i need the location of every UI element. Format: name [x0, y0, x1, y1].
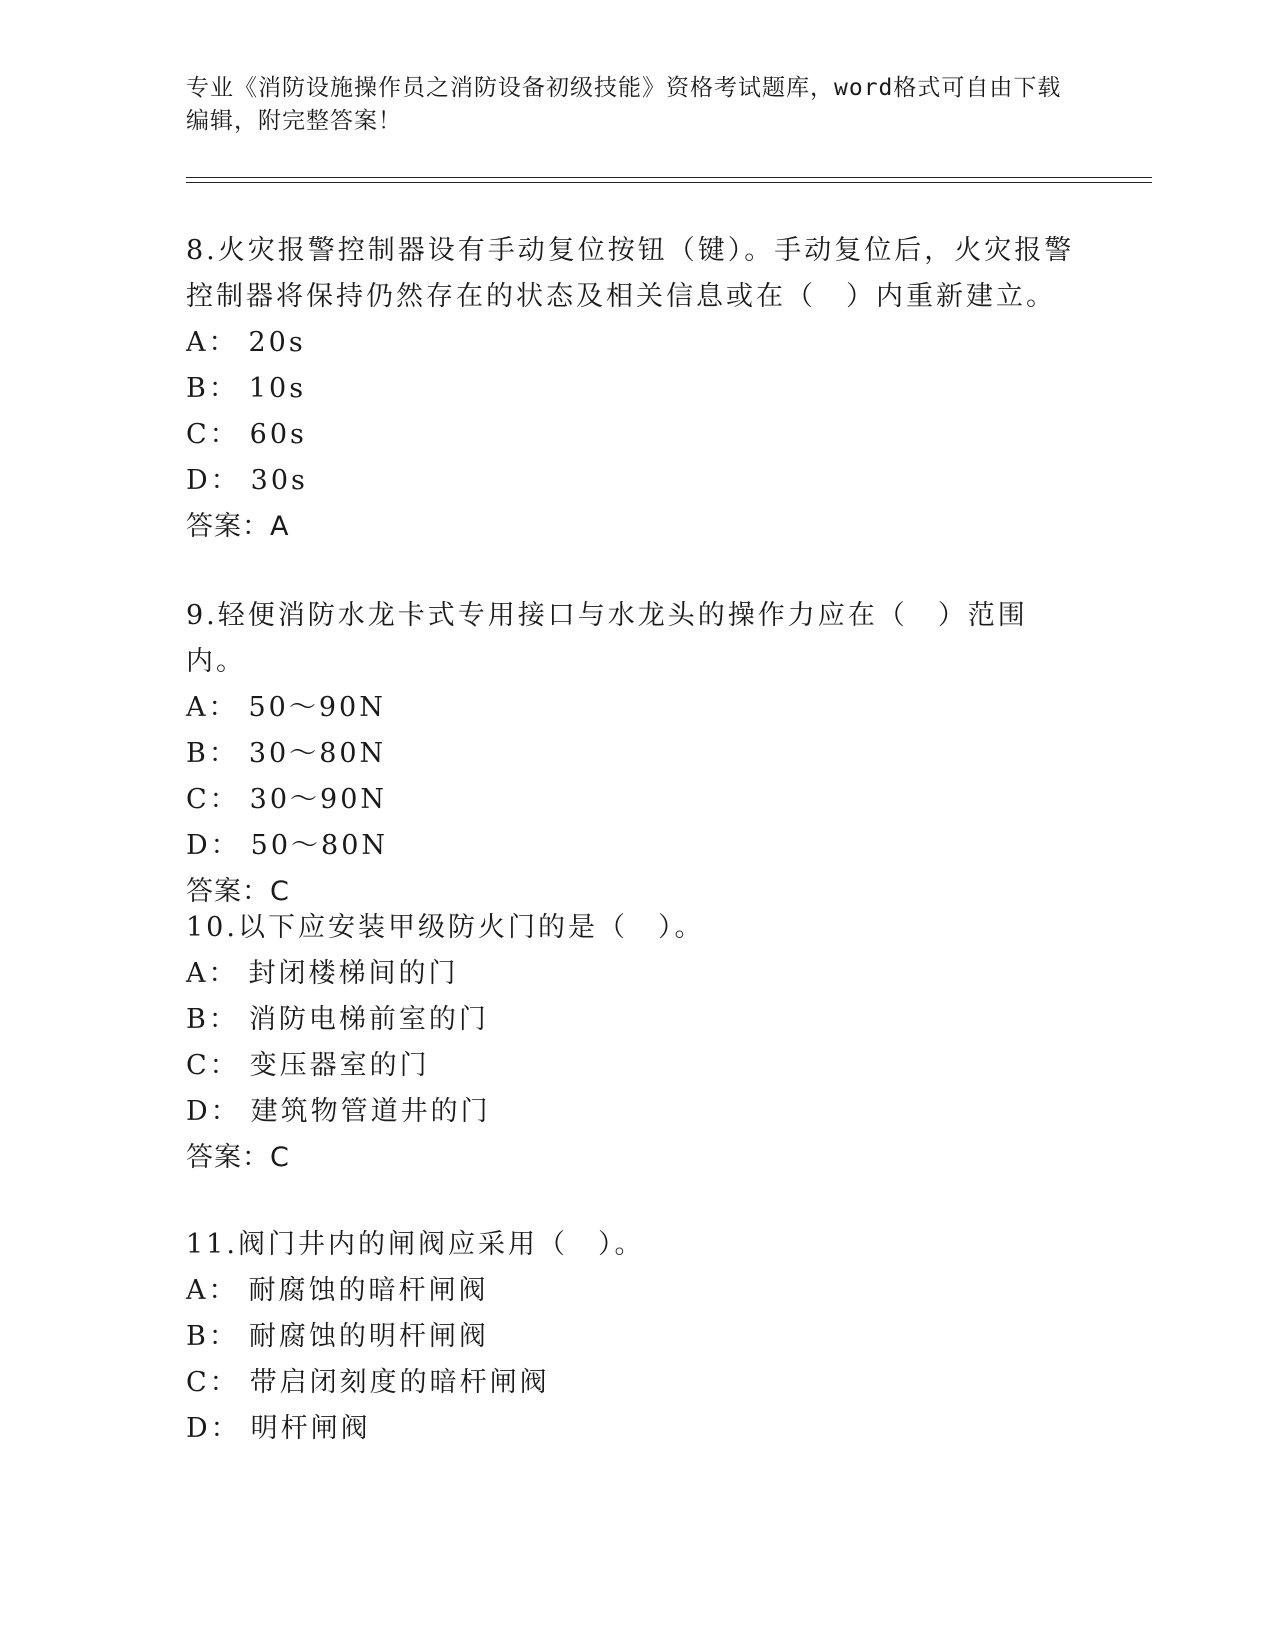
option-b: B： 耐腐蚀的明杆闸阀 [186, 1321, 489, 1352]
question-9 [186, 593, 1086, 915]
option-a: A： 封闭楼梯间的门 [186, 958, 459, 989]
option-a: A： 20s [186, 327, 306, 358]
option-b: B： 30～80N [186, 738, 387, 769]
document-header: 专业《消防设施操作员之消防设备初级技能》资格考试题库，word格式可自由下载编辑，附完整答案！ [186, 75, 1062, 134]
option-b: B： 10s [186, 373, 307, 404]
answer-line: 答案：A [186, 511, 290, 542]
answer-line: 答案：C [186, 1142, 290, 1173]
header-divider-bottom [186, 182, 1152, 183]
answer-line: 答案：C [186, 876, 290, 907]
header-divider-top [186, 177, 1152, 178]
option-c: C： 60s [186, 419, 307, 450]
option-c: C： 30～90N [186, 784, 388, 815]
question-8 [186, 228, 1086, 550]
option-d: D： 建筑物管道井的门 [186, 1096, 491, 1127]
option-b: B： 消防电梯前室的门 [186, 1004, 489, 1035]
question-stem: 8.火灾报警控制器设有手动复位按钮（键）。手动复位后，火灾报警控制器将保持仍然存在的状态及相关信息或在（ ）内重新建立。 [186, 235, 1075, 312]
option-c: C： 变压器室的门 [186, 1050, 430, 1081]
option-d: D： 明杆闸阀 [186, 1413, 371, 1444]
option-a: A： 50～90N [186, 692, 386, 723]
option-a: A： 耐腐蚀的暗杆闸阀 [186, 1275, 489, 1306]
option-d: D： 30s [186, 465, 308, 496]
option-d: D： 50～80N [186, 830, 388, 861]
question-11 [186, 1222, 1086, 1452]
question-stem: 9.轻便消防水龙卡式专用接口与水龙头的操作力应在（ ）范围内。 [186, 600, 1028, 677]
option-c: C： 带启闭刻度的暗杆闸阀 [186, 1367, 550, 1398]
question-stem: 10.以下应安装甲级防火门的是（ ）。 [186, 912, 705, 943]
question-10 [186, 905, 1086, 1181]
question-stem: 11.阀门井内的闸阀应采用（ ）。 [186, 1229, 645, 1260]
